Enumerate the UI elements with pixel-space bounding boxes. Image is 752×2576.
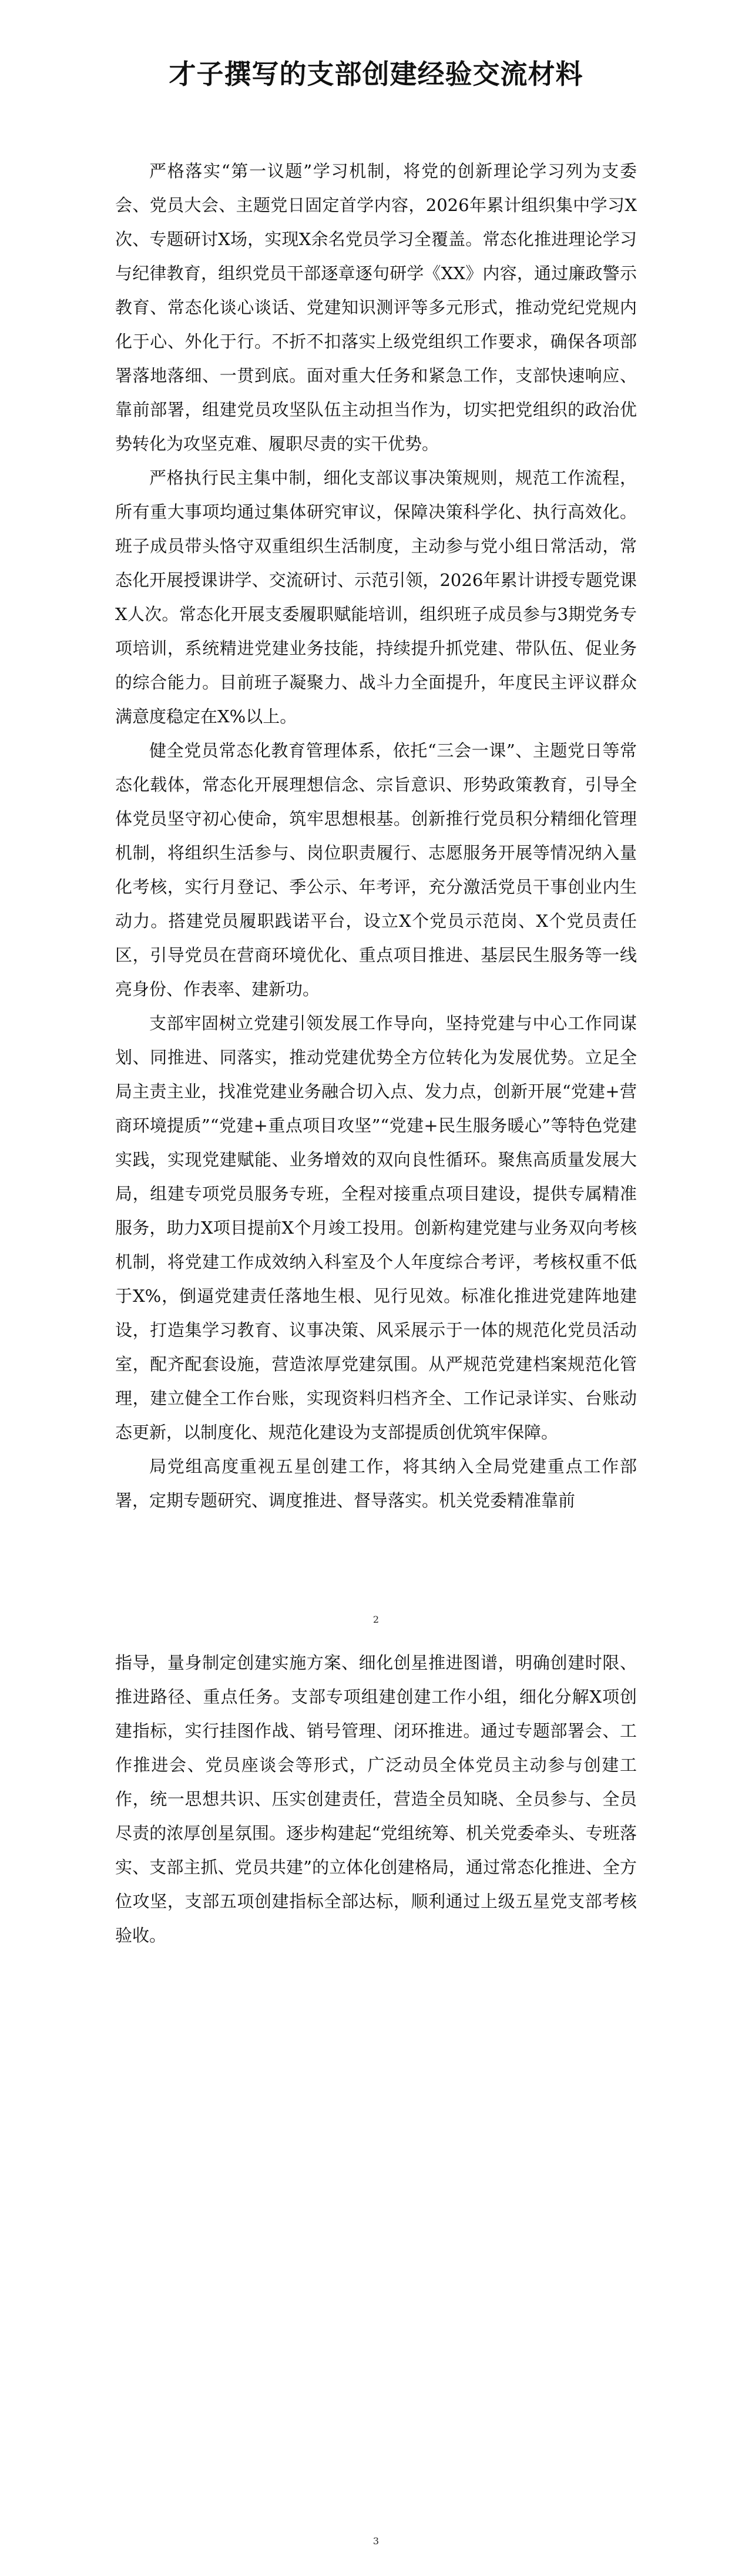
- paragraph-party-members: 健全党员常态化教育管理体系，依托“三会一课”、主题党日等常态化载体，常态化开展理想信念、宗旨意识、形势政策教育，引导全体党员坚守初心使命，筑牢思想根基。创新推行党员积分精细化管理机制，将组织生活参与、岗位职责履行、志愿服务开展等情况纳入量化考核，实行月登记、季公示、年考评，充分激活党员干事创业内生动力。搭建党员履职践诺平台，设立X个党员示范岗、X个党员责任区，引导党员在营商环境优化、重点项目推进、基层民生服务等一线亮身份、作表率、建新功。: [115, 741, 637, 999]
- paragraph-five-star-continued: 指导，量身制定创建实施方案、细化创星推进图谱，明确创建时限、推进路径、重点任务。支部专项组建创建工作小组，细化分解X项创建指标，实行挂图作战、销号管理、闭环推进。通过专题部署会、工作推进会、党员座谈会等形式，广泛动员全体党员主动参与创建工作，统一思想共识、压实创建责任，营造全员知晓、全员参与、全员尽责的浓厚创星氛围。逐步构建起“党组统筹、机关党委牵头、专班落实、支部主抓、党员共建”的立体化创建格局，通过常态化推进、全方位攻坚，支部五项创建指标全部达标，顺利通过上级五星党支部考核验收。: [115, 1653, 637, 1945]
- document-title: 才子撰写的支部创建经验交流材料: [169, 58, 583, 90]
- document-body-part-1: [115, 154, 637, 1518]
- paragraph-five-star-start: 局党组高度重视五星创建工作，将其纳入全局党建重点工作部署，定期专题研究、调度推进、督导落实。机关党委精准靠前: [115, 1456, 637, 1510]
- page-number-break: 2: [372, 1614, 380, 1625]
- paragraph-leadership: 严格执行民主集中制，细化支部议事决策规则，规范工作流程，所有重大事项均通过集体研究审议，保障决策科学化、执行高效化。班子成员带头恪守双重组织生活制度，主动参与党小组日常活动，常态化开展授课讲学、交流研讨、示范引领，2026年累计讲授专题党课X人次。常态化开展支委履职赋能培训，组织班子成员参与3期党务专项培训，系统精进党建业务技能，持续提升抓党建、带队伍、促业务的综合能力。目前班子凝聚力、战斗力全面提升，年度民主评议群众满意度稳定在X%以上。: [115, 468, 637, 726]
- document-body-part-2: [115, 1646, 637, 1952]
- page-number-footer: 3: [372, 2535, 380, 2547]
- paragraph-integration: 支部牢固树立党建引领发展工作导向，坚持党建与中心工作同谋划、同推进、同落实，推动党建优势全方位转化为发展优势。立足全局主责主业，找准党建业务融合切入点、发力点，创新开展“党建+营商环境提质”“党建+重点项目攻坚”“党建+民生服务暖心”等特色党建实践，实现党建赋能、业务增效的双向良性循环。聚焦高质量发展大局，组建专项党员服务专班，全程对接重点项目建设，提供专属精准服务，助力X项目提前X个月竣工投用。创新构建党建与业务双向考核机制，将党建工作成效纳入科室及个人年度综合考评，考核权重不低于X%，倒逼党建责任落地生根、见行见效。标准化推进党建阵地建设，打造集学习教育、议事决策、风采展示于一体的规范化党员活动室，配齐配套设施，营造浓厚党建氛围。从严规范党建档案规范化管理，建立健全工作台账，实现资料归档齐全、工作记录详实、台账动态更新，以制度化、规范化建设为支部提质创优筑牢保障。: [115, 1013, 637, 1442]
- paragraph-study: 严格落实“第一议题”学习机制，将党的创新理论学习列为支委会、党员大会、主题党日固定首学内容，2026年累计组织集中学习X次、专题研讨X场，实现X余名党员学习全覆盖。常态化推进理论学习与纪律教育，组织党员干部逐章逐句研学《XX》内容，通过廉政警示教育、常态化谈心谈话、党建知识测评等多元形式，推动党纪党规内化于心、外化于行。不折不扣落实上级党组织工作要求，确保各项部署落地落细、一贯到底。面对重大任务和紧急工作，支部快速响应、靠前部署，组建党员攻坚队伍主动担当作为，切实把党组织的政治优势转化为攻坚克难、履职尽责的实干优势。: [115, 161, 637, 454]
